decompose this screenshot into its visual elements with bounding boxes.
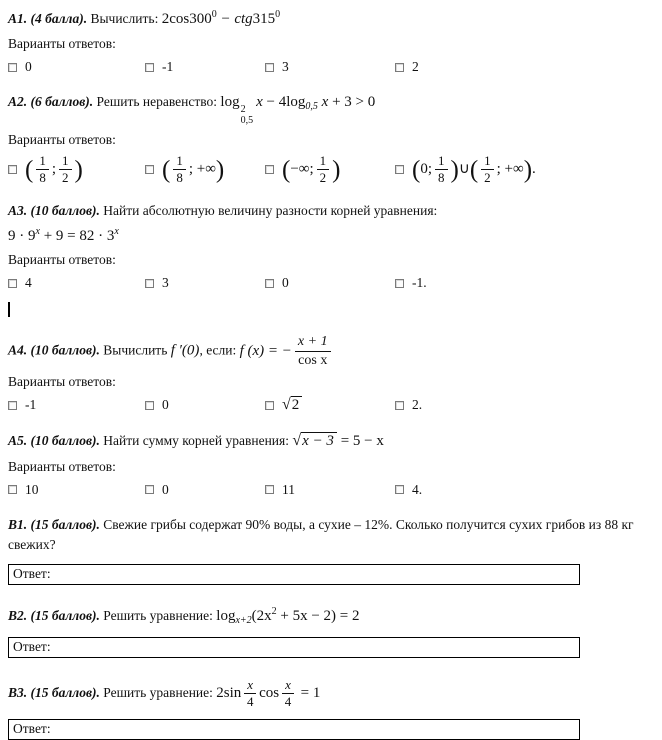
- question-a5-line: [8, 430, 650, 452]
- checkbox[interactable]: [395, 485, 404, 494]
- denominator: 8: [176, 170, 183, 186]
- radicand: x − 3: [301, 432, 337, 449]
- option[interactable]: [8, 274, 145, 292]
- fraction: [282, 678, 294, 710]
- question-prompt: Решить уравнение:: [103, 608, 213, 624]
- numerator: 1: [36, 154, 49, 170]
- checkbox[interactable]: [145, 279, 154, 288]
- checkbox[interactable]: [265, 63, 274, 72]
- paren: ): [450, 156, 459, 184]
- question-label: B3. (15 баллов).: [8, 685, 100, 701]
- option-label: [162, 154, 224, 186]
- checkbox[interactable]: [8, 279, 17, 288]
- math-frag: 0;: [420, 161, 432, 178]
- option[interactable]: [265, 274, 395, 292]
- numerator: 1: [173, 154, 186, 170]
- option[interactable]: [395, 58, 650, 76]
- options-row-a3: [8, 274, 650, 292]
- checkbox[interactable]: [395, 165, 404, 174]
- option[interactable]: [8, 481, 145, 499]
- option-label: 0: [282, 275, 289, 291]
- option[interactable]: [145, 154, 265, 186]
- variants-label: Варианты ответов:: [8, 132, 116, 147]
- denominator: 8: [438, 170, 445, 186]
- subscript: x+2: [235, 615, 252, 627]
- option-label: 4.: [412, 481, 423, 497]
- math-frag: ;: [51, 161, 56, 178]
- option-label: 0: [162, 397, 169, 413]
- checkbox[interactable]: [145, 165, 154, 174]
- checkbox[interactable]: [8, 63, 17, 72]
- options-row-a2: [8, 154, 650, 186]
- question-b2-line: [8, 605, 650, 628]
- math-frag: − ctg: [216, 11, 253, 27]
- math-frag: 315: [252, 11, 276, 27]
- option[interactable]: [145, 481, 265, 499]
- denominator: 2: [62, 170, 69, 186]
- formula-a5: [292, 433, 383, 449]
- numerator: 1: [481, 154, 494, 170]
- checkbox[interactable]: [8, 485, 17, 494]
- text-cursor: [8, 302, 10, 317]
- numerator: 1: [59, 154, 72, 170]
- fraction: [173, 154, 186, 186]
- radicand: 2: [291, 396, 303, 413]
- fraction: [59, 154, 72, 186]
- math-frag: ; +∞: [188, 161, 216, 178]
- question-a1: [8, 8, 650, 76]
- answer-label: Ответ:: [13, 566, 51, 582]
- math-frag: 9 · 9: [8, 228, 36, 245]
- answer-label: Ответ:: [13, 720, 51, 736]
- option-label: 4: [25, 275, 32, 291]
- math-frag: x: [256, 94, 263, 110]
- variants-label: Варианты ответов:: [8, 36, 116, 51]
- question-b3-line: [8, 678, 650, 710]
- question-label: B1. (15 баллов).: [8, 516, 100, 532]
- option[interactable]: [395, 481, 650, 499]
- question-b2: [8, 605, 650, 658]
- option-label: -1: [25, 397, 37, 413]
- checkbox[interactable]: [395, 279, 404, 288]
- option-label: 0: [162, 481, 169, 497]
- fraction: [295, 334, 331, 368]
- option-label: 3: [162, 275, 169, 291]
- supsub-stack: [241, 105, 254, 126]
- question-prompt: Решить неравенство:: [96, 94, 218, 109]
- option[interactable]: [265, 396, 395, 414]
- option[interactable]: [8, 154, 145, 186]
- options-row-a1: [8, 58, 650, 76]
- option[interactable]: [265, 58, 395, 76]
- option-label: -1: [162, 59, 174, 74]
- option[interactable]: [395, 396, 650, 414]
- question-label: A1. (4 балла).: [8, 11, 88, 26]
- numerator: x: [244, 678, 256, 694]
- checkbox[interactable]: [265, 279, 274, 288]
- numerator: 1: [317, 154, 330, 170]
- checkbox[interactable]: [265, 165, 274, 174]
- option[interactable]: [265, 154, 395, 186]
- question-prompt: Найти абсолютную величину разности корней уравнения:: [103, 202, 438, 218]
- fraction: [481, 154, 494, 186]
- numerator: 1: [435, 154, 448, 170]
- fraction: [435, 154, 448, 186]
- denominator: 4: [284, 694, 292, 710]
- paren: (: [25, 156, 34, 184]
- question-a4: [8, 334, 650, 414]
- paren: (: [162, 156, 171, 184]
- math-frag: + 3 > 0: [332, 94, 376, 110]
- answer-field-b2[interactable]: [8, 637, 580, 658]
- formula-a3: [8, 226, 650, 245]
- math-frag: log: [216, 608, 236, 625]
- option[interactable]: [395, 274, 650, 292]
- question-a2-line: [8, 92, 650, 126]
- question-a2: [8, 92, 650, 186]
- variants-label: Варианты ответов:: [8, 458, 116, 474]
- checkbox[interactable]: [395, 401, 404, 410]
- denominator: 2: [484, 170, 491, 186]
- question-b1-text: [8, 515, 650, 556]
- superscript: x: [35, 226, 40, 238]
- superscript: x: [114, 226, 119, 238]
- paren: ): [215, 156, 225, 184]
- option[interactable]: [145, 274, 265, 292]
- denominator: cos x: [298, 352, 328, 368]
- checkbox[interactable]: [8, 165, 17, 174]
- answer-field-b1[interactable]: [8, 564, 580, 585]
- denominator: 2: [319, 170, 327, 186]
- question-prompt: , если:: [199, 342, 237, 358]
- option-label: 0: [25, 59, 32, 74]
- checkbox[interactable]: [145, 401, 154, 410]
- math-frag: − 4log: [266, 94, 306, 110]
- formula-b3: [216, 677, 321, 710]
- math-frag: 2cos300: [161, 11, 212, 27]
- superscript: 0: [211, 9, 217, 20]
- radical-sign: √: [292, 432, 302, 450]
- math-frag: .: [532, 161, 536, 178]
- question-a3-line: [8, 202, 650, 221]
- question-prompt: Вычислить: [103, 342, 168, 358]
- option[interactable]: [395, 154, 650, 186]
- question-prompt: Вычислить:: [90, 11, 159, 26]
- question-prompt: Свежие грибы содержат 90% воды, а сухие – 12%. Сколько получится сухих грибов из 88 кг свежих?: [8, 516, 634, 552]
- math-frag: f ′(0): [170, 342, 200, 359]
- math-frag: ; +∞: [496, 161, 524, 178]
- question-label: A2. (6 баллов).: [8, 94, 94, 109]
- option[interactable]: [145, 58, 265, 76]
- fraction: [317, 154, 330, 186]
- question-b1: [8, 515, 650, 586]
- math-frag: −∞;: [290, 161, 314, 178]
- checkbox[interactable]: [265, 401, 274, 410]
- formula-a1: [162, 11, 280, 27]
- paren: ): [523, 156, 533, 184]
- math-frag: log: [220, 94, 240, 110]
- paren: (: [412, 156, 421, 184]
- superscript: 0: [275, 9, 281, 20]
- variants-label: Варианты ответов:: [8, 252, 116, 268]
- fraction: [36, 154, 49, 186]
- option-label: [25, 154, 83, 186]
- union-symbol: ∪: [458, 161, 470, 178]
- option[interactable]: [8, 396, 145, 414]
- option-label: 2.: [412, 397, 423, 413]
- math-frag: x: [321, 94, 329, 110]
- options-row-a4: [8, 396, 650, 414]
- fraction: [244, 678, 256, 710]
- answer-label: Ответ:: [13, 639, 51, 655]
- option-label: [282, 396, 302, 414]
- question-prompt: Найти сумму корней уравнения:: [103, 433, 289, 449]
- option[interactable]: [265, 481, 395, 499]
- subscript: 0,5: [305, 101, 318, 112]
- math-frag: (2x: [251, 608, 272, 625]
- option-label: [412, 154, 536, 186]
- cursor-line: [8, 302, 650, 318]
- formula-a4: [239, 334, 334, 368]
- paren: ): [332, 156, 341, 184]
- option-label: 3: [282, 59, 289, 74]
- checkbox[interactable]: [265, 485, 274, 494]
- numerator: x: [282, 678, 294, 694]
- checkbox[interactable]: [395, 63, 404, 72]
- option-label: 2: [412, 59, 419, 74]
- checkbox[interactable]: [145, 63, 154, 72]
- paren: ): [74, 156, 83, 184]
- subscript: 0,5: [240, 114, 254, 126]
- question-prompt: Решить уравнение:: [103, 685, 213, 701]
- option[interactable]: [8, 58, 145, 76]
- paren: (: [469, 156, 479, 184]
- numerator: x + 1: [295, 334, 331, 351]
- math-frag: = 1: [296, 685, 321, 702]
- math-frag: + 5x − 2) = 2: [276, 608, 360, 625]
- formula-a2: [220, 94, 376, 126]
- math-frag: cos: [259, 685, 280, 702]
- denominator: 4: [246, 694, 254, 710]
- variants-label: Варианты ответов:: [8, 374, 116, 390]
- question-b3: [8, 678, 650, 740]
- math-frag: f (x) = −: [239, 342, 292, 359]
- option-label: -1.: [412, 275, 427, 291]
- question-label: A4. (10 баллов).: [8, 342, 100, 358]
- answer-field-b3[interactable]: [8, 719, 580, 740]
- question-a3: [8, 202, 650, 319]
- superscript: 2: [240, 104, 246, 115]
- paren: (: [282, 156, 291, 184]
- option-label: 10: [25, 481, 39, 497]
- option-label: 11: [282, 481, 295, 497]
- checkbox[interactable]: [8, 401, 17, 410]
- question-a4-line: [8, 334, 650, 368]
- options-row-a5: [8, 481, 650, 499]
- question-label: B2. (15 баллов).: [8, 608, 100, 624]
- checkbox[interactable]: [145, 485, 154, 494]
- question-label: A5. (10 баллов).: [8, 433, 100, 449]
- math-frag: = 5 − x: [336, 433, 384, 450]
- formula-b2: [216, 606, 360, 627]
- question-a5: [8, 430, 650, 498]
- question-label: A3. (10 баллов).: [8, 202, 100, 218]
- superscript: 2: [271, 606, 277, 618]
- option-label: [282, 154, 340, 186]
- question-a1-line: [8, 8, 650, 30]
- option[interactable]: [145, 396, 265, 414]
- math-frag: 2sin: [216, 685, 242, 702]
- radical-sign: √: [282, 396, 291, 414]
- math-frag: + 9 = 82 · 3: [39, 228, 115, 245]
- denominator: 8: [39, 170, 46, 186]
